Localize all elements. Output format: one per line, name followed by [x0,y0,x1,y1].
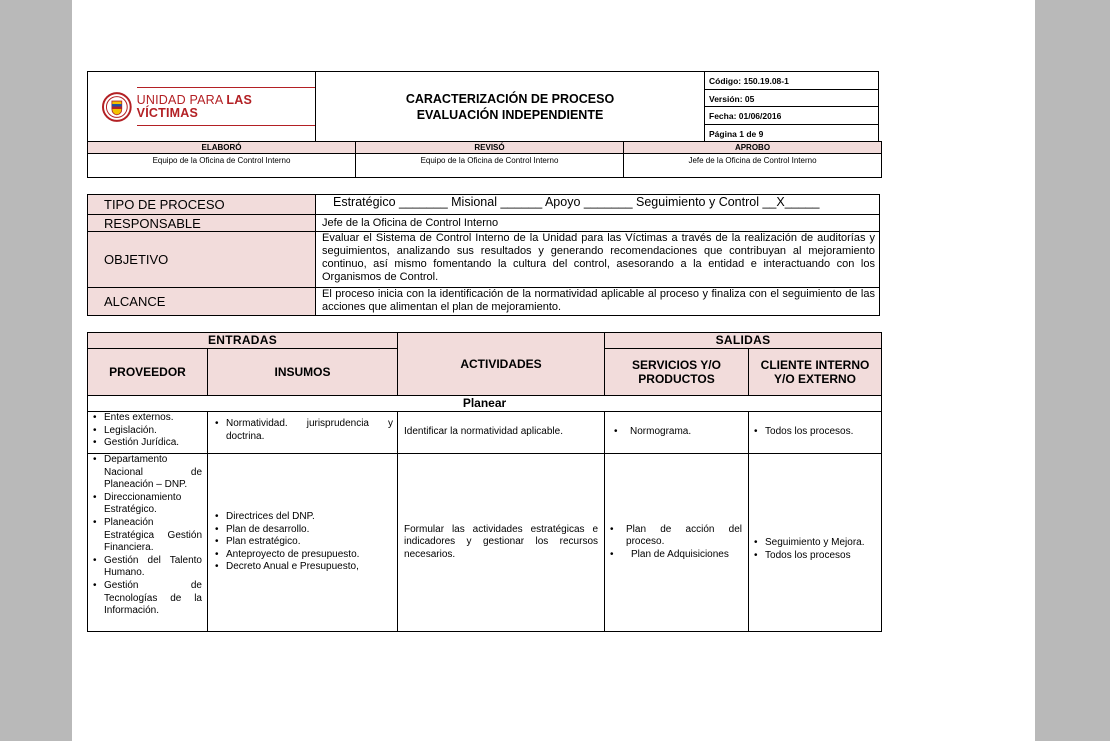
pagina-field: Página 1 de 9 [705,124,879,142]
row-1-servicios [605,412,749,454]
actividades-header: ACTIVIDADES [398,333,605,396]
document-title [316,72,705,142]
list-item: • Entes externos. [88,412,207,425]
elaboro-value: Equipo de la Oficina de Control Interno [88,154,356,178]
reviso-header: REVISÓ [356,142,624,154]
list-item: • Anteproyecto de presupuesto. [210,549,397,562]
row-2-actividad: Formular las actividades estratégicas e indicadores y gestionar los recursos necesarios. [398,454,605,632]
insumos-header: INSUMOS [208,349,398,396]
list-item: • Direccionamiento Estratégico. [88,492,202,517]
logo-text-regular: UNIDAD PARA [136,93,223,107]
objetivo-label: OBJETIVO [88,232,316,288]
title-line-1: CARACTERIZACIÓN DE PROCESO [405,91,615,106]
codigo-field: Código: 150.19.08-1 [705,72,879,90]
list-item: • Departamento Nacional de Planeación – DNP. [88,454,202,492]
row-2-insumos [208,454,398,632]
characterization-table [87,332,882,632]
servicios-header: SERVICIOS Y/O PRODUCTOS [605,349,749,396]
list-item: • Planeación Estratégica Gestión Financiera. [88,517,202,555]
list-item: • Normatividad. jurisprudencia y doctrina. [210,418,393,443]
fecha-field: Fecha: 01/06/2016 [705,107,879,125]
document-header [87,71,879,142]
logo-cell [88,72,316,142]
entradas-header: ENTRADAS [88,333,398,349]
list-item: • Gestión Jurídica. [88,437,207,450]
row-1-insumos [208,412,398,454]
tipo-label: TIPO DE PROCESO [88,195,316,215]
title-line-2: EVALUACIÓN INDEPENDIENTE [416,107,604,122]
aprobo-value: Jefe de la Oficina de Control Interno [624,154,882,178]
list-item: • Directrices del DNP. [210,511,397,524]
list-item: • Normograma. [609,426,748,439]
row-2-cliente [749,454,882,632]
row-1-proveedor [88,412,208,454]
list-item: • Seguimiento y Mejora. [749,537,875,550]
list-item: • Todos los procesos. [749,426,881,439]
process-info-table [87,194,880,316]
objetivo-value: Evaluar el Sistema de Control Interno de la Unidad para las Víctimas a través de la realización de auditorías y seguimientos, analizando sus resultados y generando recomendaciones que contribuyan al mejoramiento continuo, así mismo fomentando la cultura del control, asesorando a la entidad e interactuando con los Organismos de Control. [316,232,880,288]
alcance-label: ALCANCE [88,288,316,316]
list-item: • Legislación. [88,425,207,438]
version-field: Versión: 05 [705,89,879,107]
unidad-victimas-logo [102,87,315,126]
row-2-servicios [605,454,749,632]
list-item: • Gestión de Tecnologías de la Información. [88,580,202,618]
responsable-label: RESPONSABLE [88,215,316,232]
aprobo-header: APROBO [624,142,882,154]
alcance-value: El proceso inicia con la identificación de la normatividad aplicable al proceso y finaliza con el seguimiento de las acciones que alimentan el plan de mejoramiento. [316,288,880,316]
list-item: • Plan de acción del proceso. [605,524,742,549]
list-item: • Plan de desarrollo. [210,524,397,537]
salidas-header: SALIDAS [605,333,882,349]
row-1-cliente [749,412,882,454]
list-item: • Plan de Adquisiciones [605,549,742,562]
reviso-value: Equipo de la Oficina de Control Interno [356,154,624,178]
list-item: • Plan estratégico. [210,536,397,549]
list-item: • Decreto Anual e Presupuesto, [210,561,397,574]
list-item: • Gestión del Talento Humano. [88,555,202,580]
cliente-header: CLIENTE INTERNO Y/O EXTERNO [749,349,882,396]
tipo-value: Estratégico _______ Misional ______ Apoyo _______ Seguimiento y Control __X_____ [316,195,880,215]
row-1-actividad: Identificar la normatividad aplicable. [398,412,605,454]
phase-planear: Planear [88,396,882,412]
logo-text-bold: LAS VÍCTIMAS [136,93,252,120]
proveedor-header: PROVEEDOR [88,349,208,396]
list-item: • Todos los procesos [749,550,875,563]
approval-table [87,141,882,178]
coat-of-arms-icon [102,92,132,122]
responsable-value: Jefe de la Oficina de Control Interno [316,215,880,232]
row-2-proveedor [88,454,208,632]
elaboro-header: ELABORÓ [88,142,356,154]
